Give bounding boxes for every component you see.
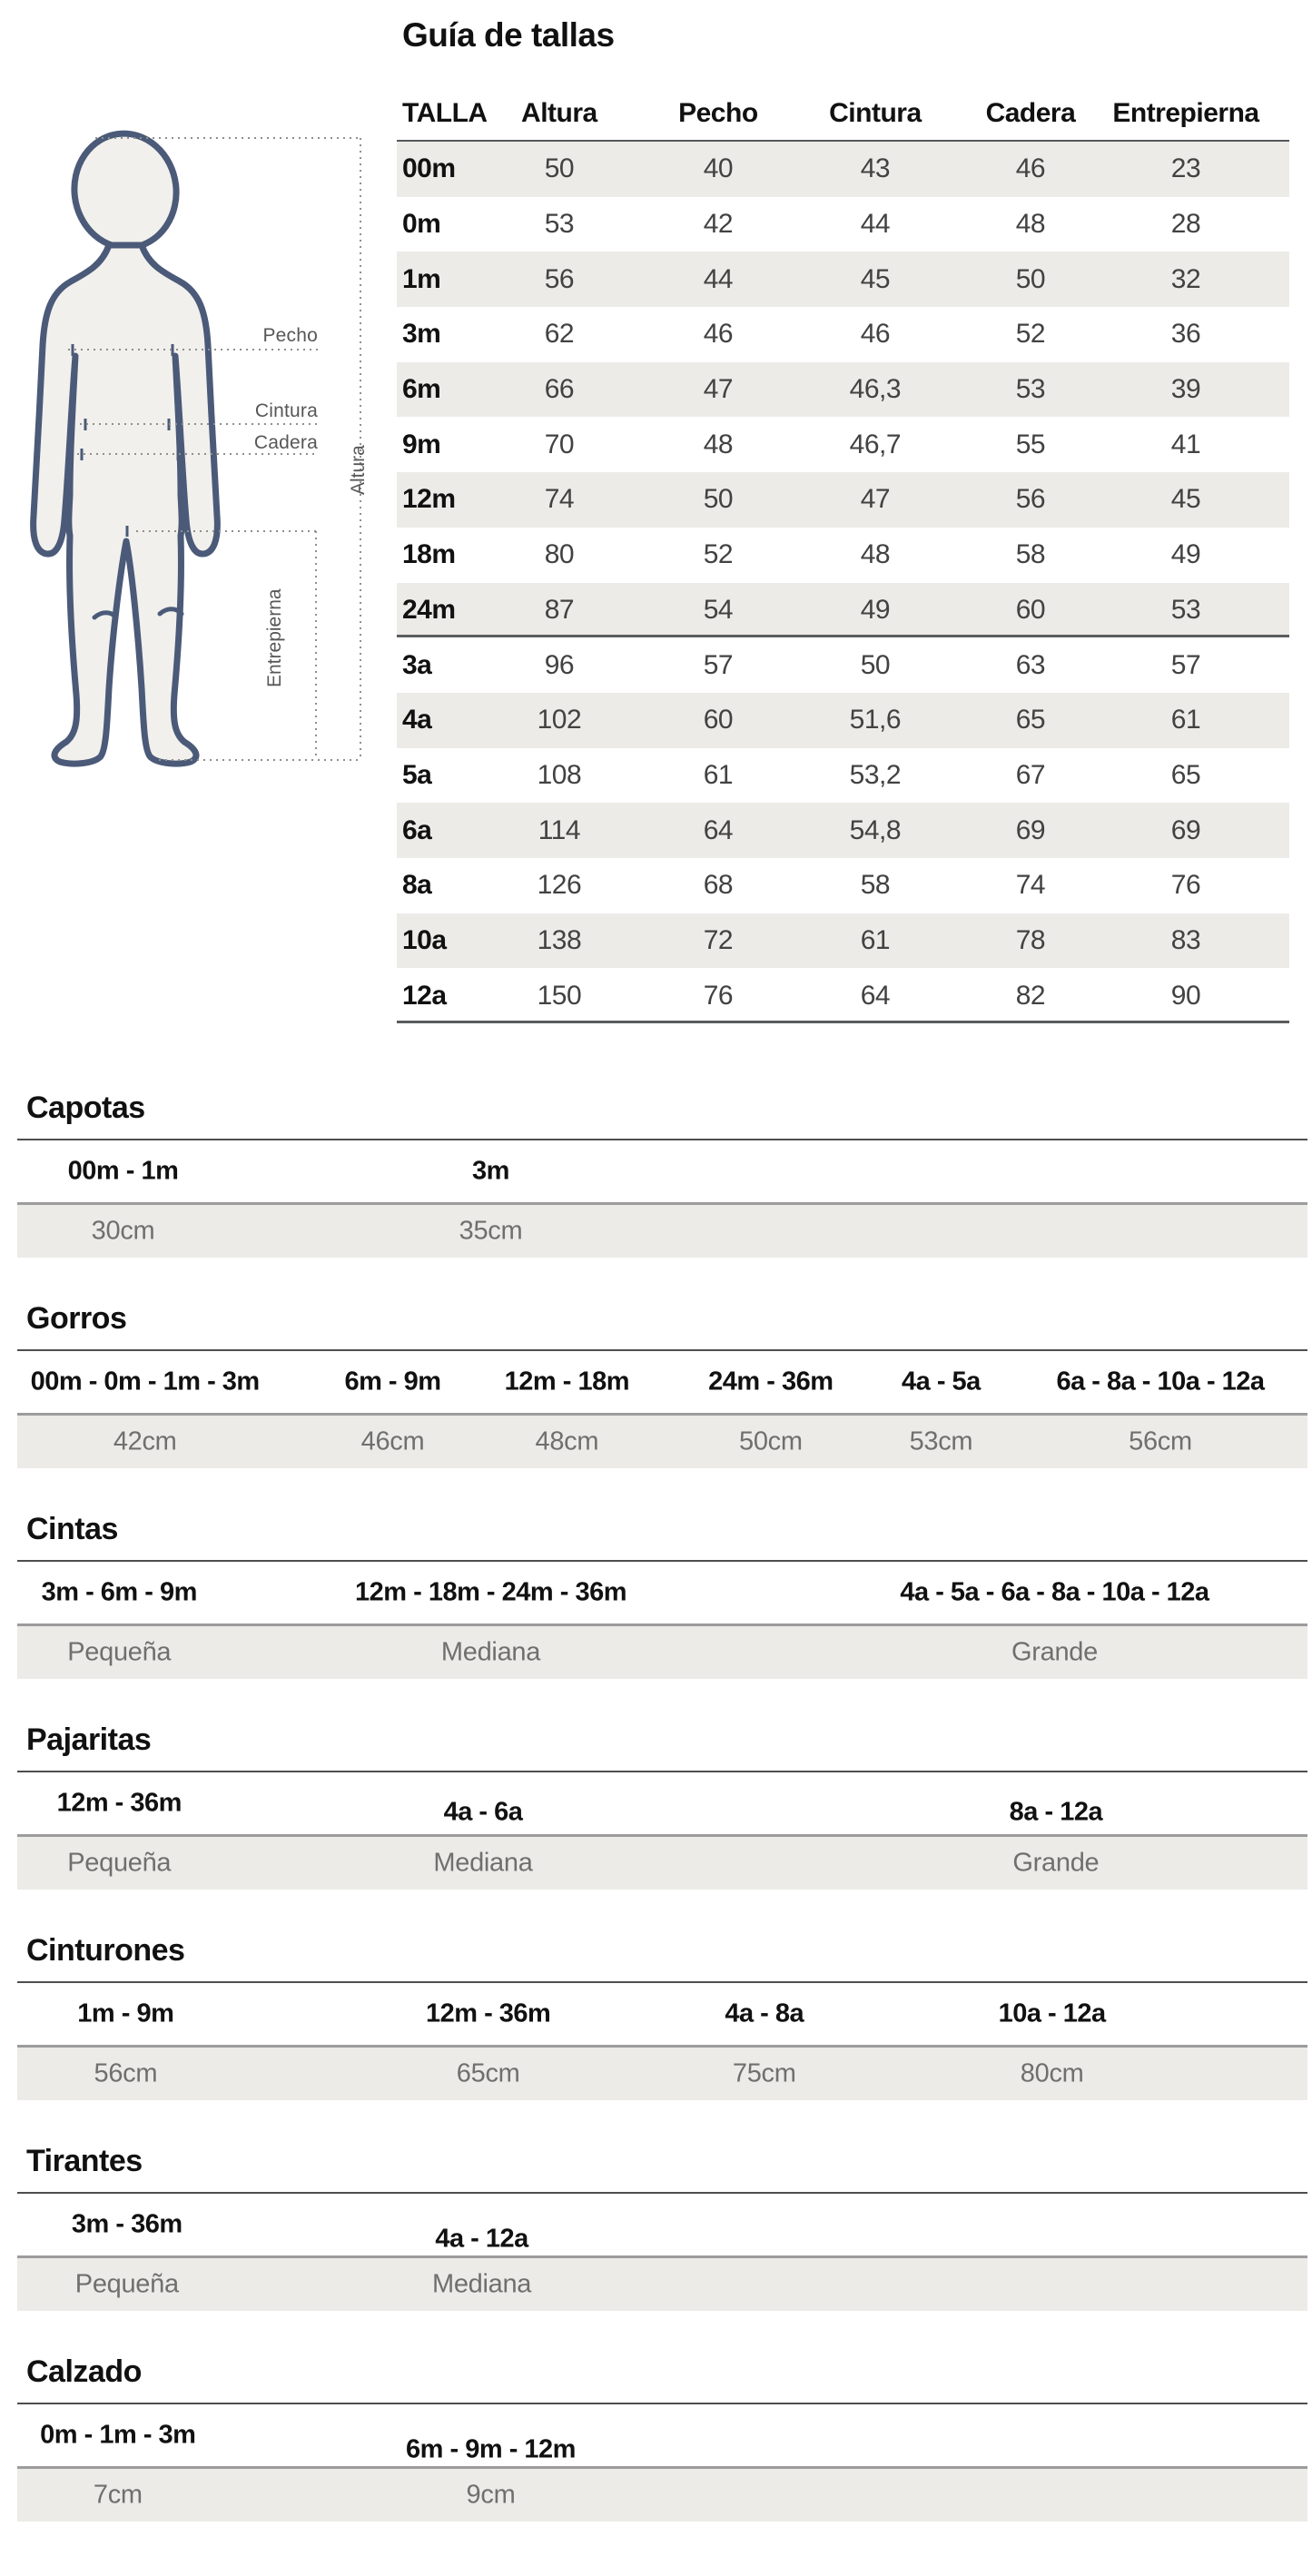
section-title-cintas: Cintas — [26, 1512, 118, 1546]
size-cell-entrepierna: 23 — [1170, 153, 1201, 184]
size-row-9m — [397, 417, 1289, 472]
section-col-label: 6a - 8a - 10a - 12a — [1056, 1367, 1265, 1397]
size-cell-altura: 80 — [544, 539, 575, 570]
section-col-value: 35cm — [459, 1216, 523, 1246]
size-cell-altura: 108 — [537, 759, 582, 790]
figure-label-pecho: Pecho — [262, 325, 318, 346]
section-header-pajaritas — [17, 1772, 1307, 1834]
size-cell-cintura: 61 — [860, 924, 891, 955]
section-col-value: 7cm — [93, 2480, 143, 2510]
size-cell-entrepierna: 65 — [1170, 759, 1201, 790]
size-cell-cadera: 53 — [1015, 374, 1046, 405]
size-cell-entrepierna: 83 — [1170, 924, 1201, 955]
figure-label-cintura: Cintura — [254, 400, 318, 421]
section-col-label: 00m - 0m - 1m - 3m — [30, 1367, 260, 1397]
size-cell-pecho: 54 — [703, 594, 734, 625]
section-col-label: 10a - 12a — [998, 1999, 1106, 2028]
section-col-label: 12m - 36m — [425, 1999, 551, 2028]
size-row-12a — [397, 968, 1289, 1023]
section-col-value: 30cm — [91, 1216, 155, 1246]
section-title-cinturones: Cinturones — [26, 1933, 185, 1968]
size-cell-cadera: 46 — [1015, 153, 1046, 184]
size-table-col-pecho: Pecho — [678, 98, 758, 128]
section-cinturones — [17, 1932, 1307, 2100]
size-cell-altura: 62 — [544, 319, 575, 350]
size-cell-pecho: 44 — [703, 263, 734, 294]
size-table-header — [397, 87, 1289, 140]
size-row-8a — [397, 858, 1289, 913]
size-cell-entrepierna: 36 — [1170, 319, 1201, 350]
section-header-cintas — [17, 1562, 1307, 1624]
section-col-label: 00m - 1m — [67, 1156, 179, 1186]
size-row-4a — [397, 693, 1289, 748]
size-cell-cadera: 82 — [1015, 980, 1046, 1011]
section-header-tirantes — [17, 2194, 1307, 2255]
size-cell-pecho: 57 — [703, 649, 734, 680]
size-cell-entrepierna: 61 — [1170, 705, 1201, 735]
section-col-value: 48cm — [535, 1426, 599, 1456]
size-row-label: 1m — [402, 263, 441, 294]
size-cell-altura: 96 — [544, 649, 575, 680]
size-cell-pecho: 52 — [703, 539, 734, 570]
size-row-12m — [397, 472, 1289, 528]
section-col-value: Grande — [1012, 1848, 1100, 1878]
size-cell-cadera: 50 — [1015, 263, 1046, 294]
size-cell-altura: 87 — [544, 594, 575, 625]
section-col-label: 6m - 9m - 12m — [406, 2434, 576, 2464]
size-cell-entrepierna: 39 — [1170, 374, 1201, 405]
section-col-label: 1m - 9m — [77, 1999, 174, 2028]
size-row-label: 10a — [402, 924, 447, 955]
size-cell-cintura: 44 — [860, 209, 891, 240]
size-table-col-cintura: Cintura — [829, 98, 922, 128]
size-cell-entrepierna: 49 — [1170, 539, 1201, 570]
section-capotas — [17, 1090, 1307, 1258]
section-col-label: 4a - 8a — [725, 1999, 804, 2028]
figure-label-altura: Altura — [348, 445, 369, 495]
size-row-label: 3m — [402, 319, 441, 350]
section-col-value: Pequeña — [74, 2269, 179, 2299]
size-cell-cintura: 53,2 — [849, 759, 902, 790]
figure-label-cadera: Cadera — [253, 432, 318, 453]
size-cell-pecho: 76 — [703, 980, 734, 1011]
size-row-label: 6a — [402, 814, 432, 845]
size-row-label: 24m — [402, 594, 456, 625]
size-cell-pecho: 61 — [703, 759, 734, 790]
section-title-calzado: Calzado — [26, 2354, 142, 2389]
size-row-label: 9m — [402, 429, 441, 459]
size-row-label: 0m — [402, 209, 441, 240]
size-cell-altura: 74 — [544, 484, 575, 515]
size-cell-entrepierna: 32 — [1170, 263, 1201, 294]
size-cell-cintura: 51,6 — [849, 705, 902, 735]
size-row-0m — [397, 197, 1289, 252]
section-title-tirantes: Tirantes — [26, 2144, 143, 2178]
size-cell-entrepierna: 57 — [1170, 649, 1201, 680]
section-col-value: 75cm — [732, 2058, 796, 2088]
size-cell-pecho: 60 — [703, 705, 734, 735]
section-values-tirantes — [17, 2255, 1307, 2311]
size-row-label: 18m — [402, 539, 456, 570]
size-cell-altura: 126 — [537, 870, 582, 901]
size-row-3m — [397, 307, 1289, 362]
size-row-1m — [397, 252, 1289, 307]
size-cell-cadera: 67 — [1015, 759, 1046, 790]
size-cell-pecho: 42 — [703, 209, 734, 240]
size-cell-cadera: 52 — [1015, 319, 1046, 350]
size-cell-entrepierna: 90 — [1170, 980, 1201, 1011]
section-values-cintas — [17, 1624, 1307, 1679]
size-cell-altura: 138 — [537, 924, 582, 955]
section-col-value: 56cm — [94, 2058, 158, 2088]
size-cell-altura: 53 — [544, 209, 575, 240]
size-row-6m — [397, 362, 1289, 418]
section-col-label: 8a - 12a — [1009, 1797, 1103, 1827]
size-cell-cadera: 55 — [1015, 429, 1046, 459]
size-cell-altura: 70 — [544, 429, 575, 459]
section-col-label: 4a - 6a — [443, 1797, 523, 1827]
size-cell-cintura: 50 — [860, 649, 891, 680]
section-values-capotas — [17, 1202, 1307, 1258]
size-table-col-cadera: Cadera — [985, 98, 1076, 128]
figure-body-outline — [34, 128, 218, 764]
accessory-sections — [17, 1026, 1307, 2522]
section-col-label: 3m - 36m — [71, 2209, 182, 2239]
section-col-label: 24m - 36m — [708, 1367, 834, 1397]
size-row-18m — [397, 528, 1289, 583]
size-cell-cintura: 46,7 — [849, 429, 902, 459]
size-cell-altura: 114 — [538, 814, 581, 845]
section-header-calzado — [17, 2404, 1307, 2466]
size-cell-pecho: 48 — [703, 429, 734, 459]
size-cell-pecho: 68 — [703, 870, 734, 901]
size-row-label: 6m — [402, 374, 441, 405]
size-cell-cintura: 46,3 — [849, 374, 902, 405]
section-col-label: 12m - 18m — [504, 1367, 630, 1397]
section-col-value: 80cm — [1020, 2058, 1084, 2088]
section-col-value: 50cm — [739, 1426, 803, 1456]
size-row-10a — [397, 913, 1289, 969]
size-cell-pecho: 40 — [703, 153, 734, 184]
size-row-label: 3a — [402, 649, 432, 680]
section-col-value: Mediana — [433, 1848, 533, 1878]
size-table-body — [397, 142, 1289, 1023]
section-pajaritas — [17, 1722, 1307, 1890]
section-title-pajaritas: Pajaritas — [26, 1722, 152, 1757]
size-cell-entrepierna: 69 — [1170, 814, 1201, 845]
size-table-col-entrepierna: Entrepierna — [1112, 98, 1259, 128]
section-col-value: 56cm — [1129, 1426, 1192, 1456]
size-cell-cadera: 65 — [1015, 705, 1046, 735]
size-table-col-talla: TALLA — [402, 98, 488, 128]
size-cell-entrepierna: 53 — [1170, 594, 1201, 625]
section-col-value: 9cm — [466, 2480, 516, 2510]
section-header-cinturones — [17, 1983, 1307, 2045]
size-table — [397, 0, 1289, 1026]
section-col-label: 4a - 12a — [435, 2224, 528, 2254]
size-cell-cintura: 48 — [860, 539, 891, 570]
size-cell-altura: 102 — [537, 705, 582, 735]
size-cell-cintura: 45 — [860, 263, 891, 294]
section-header-gorros — [17, 1351, 1307, 1413]
size-row-5a — [397, 748, 1289, 804]
size-cell-cadera: 48 — [1015, 209, 1046, 240]
size-row-6a — [397, 803, 1289, 858]
section-col-value: 42cm — [113, 1426, 177, 1456]
section-values-calzado — [17, 2466, 1307, 2522]
size-cell-cintura: 49 — [860, 594, 891, 625]
size-cell-cadera: 60 — [1015, 594, 1046, 625]
size-row-00m — [397, 142, 1289, 197]
size-row-label: 4a — [402, 705, 432, 735]
section-values-gorros — [17, 1413, 1307, 1468]
size-cell-altura: 50 — [544, 153, 575, 184]
size-cell-entrepierna: 28 — [1170, 209, 1201, 240]
section-col-label: 12m - 18m - 24m - 36m — [355, 1577, 626, 1607]
size-row-3a — [397, 637, 1289, 693]
size-cell-altura: 150 — [537, 980, 582, 1011]
section-title-gorros: Gorros — [26, 1301, 127, 1336]
size-row-label: 12a — [402, 980, 447, 1011]
size-cell-cintura: 54,8 — [849, 814, 902, 845]
size-cell-pecho: 64 — [703, 814, 734, 845]
section-col-value: 53cm — [909, 1426, 973, 1456]
section-gorros — [17, 1300, 1307, 1468]
section-col-value: Pequeña — [67, 1848, 172, 1878]
size-cell-entrepierna: 45 — [1170, 484, 1201, 515]
section-col-label: 3m - 6m - 9m — [41, 1577, 197, 1607]
section-col-value: 65cm — [456, 2058, 520, 2088]
size-cell-entrepierna: 76 — [1170, 870, 1201, 901]
size-row-label: 5a — [402, 759, 432, 790]
size-cell-altura: 56 — [544, 263, 575, 294]
section-col-label: 0m - 1m - 3m — [40, 2420, 196, 2450]
section-col-label: 6m - 9m — [344, 1367, 441, 1397]
child-figure-illustration — [0, 127, 397, 781]
size-cell-cintura: 58 — [860, 870, 891, 901]
figure-label-entrepierna: Entrepierna — [264, 588, 285, 687]
size-cell-cintura: 47 — [860, 484, 891, 515]
size-cell-cadera: 63 — [1015, 649, 1046, 680]
size-cell-cadera: 58 — [1015, 539, 1046, 570]
size-cell-pecho: 46 — [703, 319, 734, 350]
section-col-label: 3m — [472, 1156, 509, 1186]
section-values-pajaritas — [17, 1834, 1307, 1890]
size-cell-cadera: 74 — [1015, 870, 1046, 901]
size-cell-cadera: 56 — [1015, 484, 1046, 515]
size-cell-pecho: 47 — [703, 374, 734, 405]
size-cell-cadera: 78 — [1015, 924, 1046, 955]
section-col-value: Mediana — [440, 1637, 541, 1667]
section-col-value: Pequeña — [67, 1637, 172, 1667]
section-col-value: Mediana — [431, 2269, 532, 2299]
section-col-value: Grande — [1011, 1637, 1098, 1667]
section-col-label: 12m - 36m — [56, 1788, 182, 1818]
section-col-label: 4a - 5a - 6a - 8a - 10a - 12a — [900, 1577, 1209, 1607]
size-cell-pecho: 72 — [703, 924, 734, 955]
size-cell-cintura: 46 — [860, 319, 891, 350]
size-table-col-altura: Altura — [521, 98, 597, 128]
section-calzado — [17, 2354, 1307, 2522]
section-cintas — [17, 1511, 1307, 1679]
section-values-cinturones — [17, 2045, 1307, 2100]
size-row-label: 00m — [402, 153, 456, 184]
section-title-capotas: Capotas — [26, 1091, 145, 1125]
size-cell-cintura: 64 — [860, 980, 891, 1011]
section-tirantes — [17, 2143, 1307, 2311]
section-col-label: 4a - 5a — [902, 1367, 981, 1397]
section-col-value: 46cm — [360, 1426, 425, 1456]
size-cell-cintura: 43 — [860, 153, 891, 184]
size-row-label: 12m — [402, 484, 456, 515]
size-cell-entrepierna: 41 — [1170, 429, 1201, 459]
size-cell-cadera: 69 — [1015, 814, 1046, 845]
section-header-capotas — [17, 1140, 1307, 1202]
page-title: Guía de tallas — [402, 16, 615, 54]
size-cell-pecho: 50 — [703, 484, 734, 515]
size-row-24m — [397, 583, 1289, 638]
size-cell-altura: 66 — [544, 374, 575, 405]
size-row-label: 8a — [402, 870, 432, 901]
